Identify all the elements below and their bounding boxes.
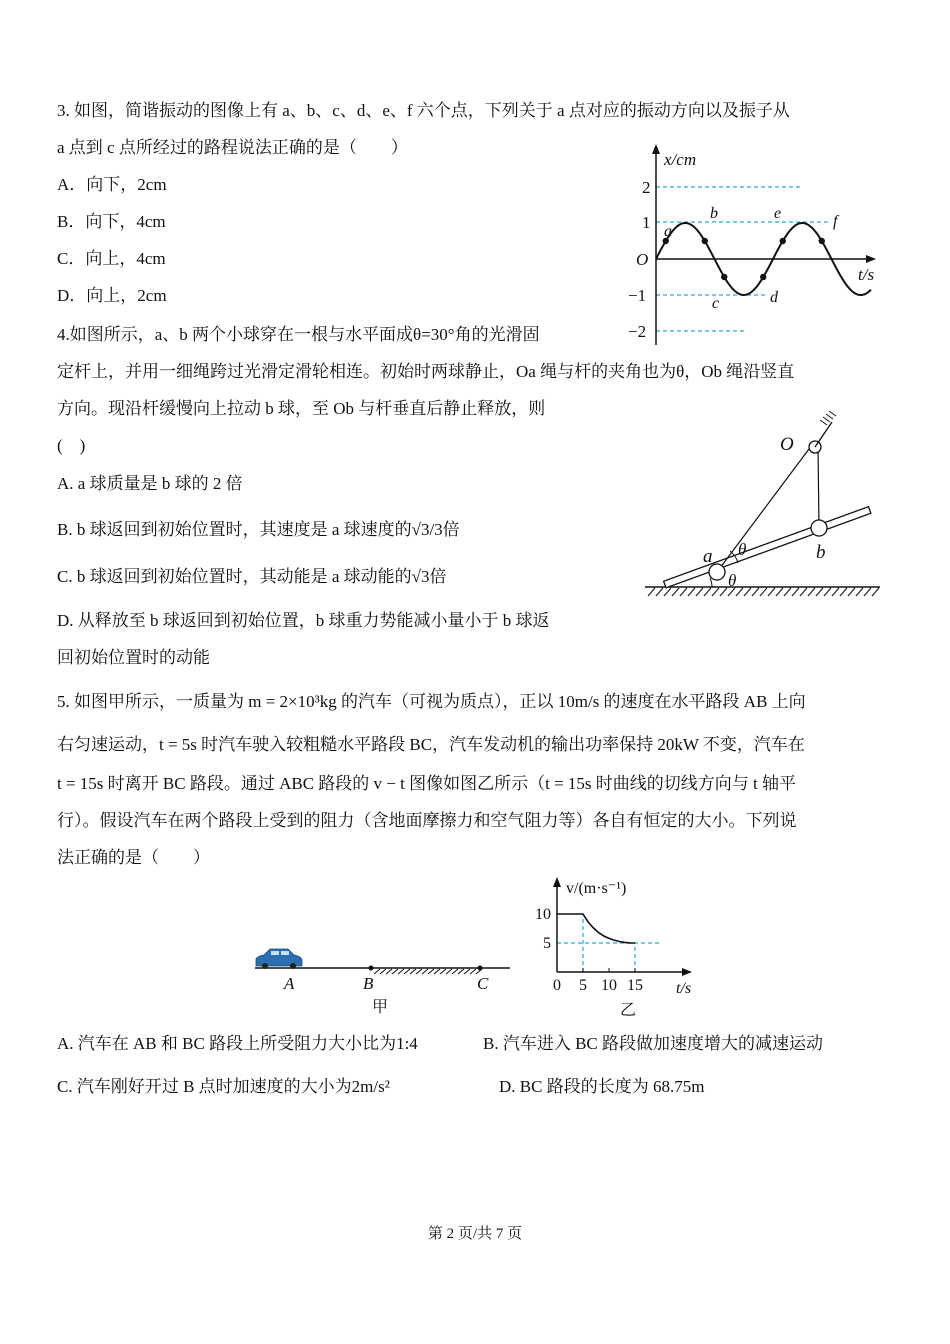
v-axis-arrow — [553, 877, 561, 887]
q3-point-c: c — [712, 295, 720, 312]
q3-dot-b — [702, 238, 708, 244]
q5-stem-line-3: t = 15s 时离开 BC 路段。通过 ABC 路段的 v − t 图像如图乙所示（t = 15s 时曲线的切线方向与 t 轴平 — [57, 774, 797, 793]
q5-option-a: A. 汽车在 AB 和 BC 路段上所受阻力大小比为1:4 — [57, 1034, 418, 1053]
vt-xtick-5: 5 — [579, 977, 587, 994]
q3-option-a: A．向下，2cm — [57, 175, 167, 194]
q4-stem-line-2: 定杆上，并用一细绳跨过光滑定滑轮相连。初始时两球静止，Oa 绳与杆的夹角也为θ，Ob 绳沿竖直 — [57, 362, 795, 381]
q4-stem-line-1: 4.如图所示，a、b 两个小球穿在一根与水平面成θ=30°角的光滑固 — [57, 325, 540, 344]
q4-label-o: O — [780, 434, 794, 455]
q3-point-f: f — [833, 213, 838, 230]
q5-stem-line-2: 右匀速运动，t = 5s 时汽车驶入较粗糙水平路段 BC，汽车发动机的输出功率保持 20kW 不变，汽车在 — [57, 735, 805, 754]
q3-option-b: B．向下，4cm — [57, 212, 166, 231]
q3-origin-label: O — [636, 250, 649, 269]
page-footer: 第 2 页/共 7 页 — [427, 1226, 523, 1242]
q4-label-a: a — [703, 546, 713, 567]
q3-sine-figure — [620, 140, 900, 350]
q5-point-a: A — [284, 974, 295, 993]
q5-point-b: B — [363, 974, 374, 993]
q5-stem-line-5: 法正确的是（ ） — [57, 848, 210, 867]
q3-tick-neg2: −2 — [628, 322, 647, 341]
q4-option-d: D. 从释放至 b 球返回到初始位置，b 球重力势能减小量小于 b 球返 — [57, 611, 550, 630]
q4-stem-line-3: 方向。现沿杆缓慢向上拉动 b 球，至 Ob 与杆垂直后静止释放，则 — [57, 399, 546, 418]
q4-option-c: C. b 球返回到初始位置时，其动能是 a 球动能的√3倍 — [57, 567, 447, 586]
q5-point-c: C — [477, 974, 489, 993]
q3-dot-f — [819, 238, 825, 244]
vt-xtick-10: 10 — [601, 977, 617, 994]
vt-xtick-15: 15 — [627, 977, 643, 994]
q3-y-axis-label: x/cm — [664, 150, 697, 169]
vt-xtick-0: 0 — [553, 977, 561, 994]
q3-point-d: d — [770, 289, 778, 306]
vt-ytick-10: 10 — [535, 906, 551, 923]
q5-option-d: D. BC 路段的长度为 68.75m — [499, 1077, 705, 1096]
q3-stem-line-1: 3. 如图，简谐振动的图像上有 a、b、c、d、e、f 六个点，下列关于 a 点对应的振动方向以及振子从 — [57, 101, 790, 120]
q4-label-theta-top: θ — [738, 540, 747, 559]
q5-caption-jia: 甲 — [372, 999, 389, 1016]
q5-road-figure — [250, 940, 520, 1015]
q3-dot-e — [780, 238, 786, 244]
vt-curve — [557, 914, 635, 943]
q3-dot-d — [760, 274, 766, 280]
q3-stem-line-2: a 点到 c 点所经过的路程说法正确的是（ ） — [57, 138, 408, 157]
q5-vt-chart — [530, 875, 710, 1025]
q4-option-d-cont: 回初始位置时的动能 — [57, 648, 210, 667]
q3-dot-c — [721, 274, 727, 280]
q3-option-c: C．向上，4cm — [57, 249, 166, 268]
car-icon — [256, 949, 302, 969]
q4-stem-line-4: ( ) — [57, 436, 86, 455]
q3-tick-1: 1 — [642, 213, 651, 232]
vt-ytick-5: 5 — [543, 935, 551, 952]
vt-x-label: t/s — [676, 980, 692, 997]
q3-option-d: D．向上，2cm — [57, 286, 167, 305]
q3-point-a: a — [664, 223, 672, 240]
q4-rod-figure — [630, 420, 900, 610]
q5-stem-line-4: 行）。假设汽车在两个路段上受到的阻力（含地面摩擦力和空气阻力等）各自有恒定的大小。下列说 — [57, 811, 797, 830]
q3-point-e: e — [774, 205, 782, 222]
q3-tick-2: 2 — [642, 178, 651, 197]
q5-option-b: B. 汽车进入 BC 路段做加速度增大的减速运动 — [483, 1034, 824, 1053]
q4-option-b: B. b 球返回到初始位置时，其速度是 a 球速度的√3/3倍 — [57, 520, 460, 539]
q4-label-b: b — [816, 542, 826, 563]
q5-stem-line-1: 5. 如图甲所示，一质量为 m = 2×10³kg 的汽车（可视为质点），正以 10m/s 的速度在水平路段 AB 上向 — [57, 692, 806, 711]
t-axis-arrow — [682, 968, 692, 976]
q4-option-a: A. a 球质量是 b 球的 2 倍 — [57, 474, 243, 493]
q4-label-theta-bottom: θ — [728, 571, 737, 590]
q5-caption-yi: 乙 — [620, 1002, 637, 1019]
vt-y-label: v/(m·s⁻¹) — [566, 880, 627, 897]
q3-point-b: b — [710, 205, 718, 222]
q3-tick-neg1: −1 — [628, 286, 647, 305]
q3-x-axis-label: t/s — [858, 265, 875, 284]
q5-option-c: C. 汽车刚好开过 B 点时加速度的大小为2m/s² — [57, 1077, 390, 1096]
